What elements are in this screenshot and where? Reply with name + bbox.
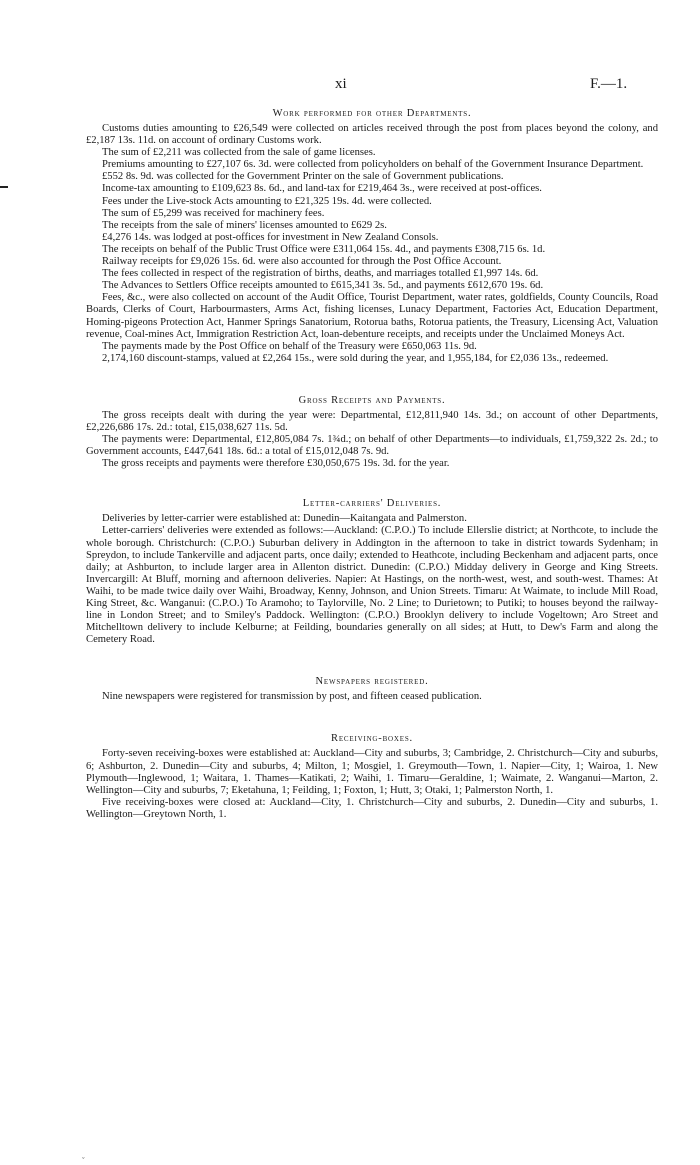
paragraph: Income-tax amounting to £109,623 8s. 6d., and land-tax for £219,464 3s., were received at post-offices. bbox=[102, 183, 542, 195]
paragraph: Nine newspapers were registered for transmission by post, and fifteen ceased publication. bbox=[102, 691, 482, 703]
page-header bbox=[0, 76, 700, 96]
paragraph: The receipts on behalf of the Public Trust Office were £311,064 15s. 4d., and payments £308,715 6s. 1d. bbox=[102, 243, 546, 255]
paragraph: The payments made by the Post Office on behalf of the Treasury were £650,063 11s. 9d. bbox=[102, 340, 477, 352]
paragraph: The Advances to Settlers Office receipts amounted to £615,341 3s. 5d., and payments £612,670 19s. 6d. bbox=[102, 280, 544, 292]
paragraph: The receipts from the sale of miners' licenses amounted to £629 2s. bbox=[102, 219, 387, 231]
footer-mark: ˇ bbox=[82, 1156, 85, 1165]
section-letter-carriers bbox=[86, 498, 658, 646]
paragraph: The payments were: Departmental, £12,805,084 7s. 1¾d.; on behalf of other Departments—to individuals, £1,759,322 2s. 2d.; to Government accounts, £447,641 18s. 6d.: a total of £15,012,048 7s. 9d. bbox=[86, 434, 658, 458]
section-newspapers bbox=[86, 676, 658, 703]
paragraph: Letter-carriers' deliveries were extended as follows:—Auckland: (C.P.O.) To include Ellerslie district; at Northcote, to include the whole borough. Christchurch: (C.P.O.) Suburban delivery in Addington in the afternoon to take in district towards Sydenham; in Spreydon, to include Tankerville and adjacent parts, once daily; extended to Heathcote, including Beckenham and adjacent parts, once daily; at Ashburton, to include larger area in Allenton district. Dunedin: (C.P.O.) Midday delivery in George and King Streets. Invercargill: At Bluff, morning and afternoon deliveries. Napier: At Hastings, on the north-west, west, and south-west. Thames: At Waihi, to be made twice daily over Waihi, Broadway, Kenny, Johnson, and Union Streets. Timaru: At Waimate, to include Mill Road, King Street, &c. Wanganui: (C.P.O.) To Aramoho; to Taylorville, No. 2 Line; to Durietown; to Putiki; to houses beyond the railway-line in London Street; and to Smiley's Paddock. Wellington: (C.P.O.) Brooklyn delivery to include Vogeltown; Aro Street and Mitchelltown delivery to include Kelburne; at Feilding, boundaries generally on all sides; at Hutt, to Dew's Farm and along the Cemetery Road. bbox=[86, 525, 658, 646]
section-heading: Newspapers registered. bbox=[315, 676, 429, 688]
paragraph: Forty-seven receiving-boxes were established at: Auckland—City and suburbs, 3; Cambridge, 2. Christchurch—City and suburbs, 6; Ashburton, 2. Dunedin—City and suburbs, 4; Milton, 1; Mosgiel, 1. Greymouth—Town, 1. Napier—City, 1; Wairoa, 1. New Plymouth—Inglewood, 1; Waitara, 1. Thames—Katikati, 2; Waihi, 1. Timaru—Geraldine, 1; Waimate, 2. Wanganui—Marton, 2. Wellington—City and suburbs, 7; Eketahuna, 1; Feilding, 1; Foxton, 1; Hutt, 3; Otaki, 1; Palmerston North, 1. bbox=[86, 748, 658, 796]
paragraph: Railway receipts for £9,026 15s. 6d. were also accounted for through the Post Office Account. bbox=[102, 256, 502, 268]
section-heading: Receiving-boxes. bbox=[331, 733, 413, 745]
paragraph: The fees collected in respect of the registration of births, deaths, and marriages totalled £1,997 14s. 6d. bbox=[102, 268, 539, 280]
section-heading: Letter-carriers' Deliveries. bbox=[302, 498, 442, 510]
paragraph: The gross receipts and payments were therefore £30,050,675 19s. 3d. for the year. bbox=[102, 458, 450, 470]
document-reference: F.—1. bbox=[590, 76, 628, 92]
paragraph: 2,174,160 discount-stamps, valued at £2,264 15s., were sold during the year, and 1,955,184, for £2,036 13s., redeemed. bbox=[102, 352, 609, 364]
paragraph: Deliveries by letter-carrier were established at: Dunedin—Kaitangata and Palmerston. bbox=[102, 513, 467, 525]
paragraph: The sum of £5,299 was received for machinery fees. bbox=[102, 207, 325, 219]
page-number: xi bbox=[335, 76, 347, 92]
paragraph: Premiums amounting to £27,107 6s. 3d. were collected from policyholders on behalf of the Government Insurance Department. bbox=[102, 159, 644, 171]
paragraph: The gross receipts dealt with during the year were: Departmental, £12,811,940 14s. 3d.; on account of other Departments, £2,226,686 17s. 2d.: total, £15,038,627 11s. 5d. bbox=[86, 409, 658, 433]
section-heading: Gross Receipts and Payments. bbox=[298, 394, 446, 406]
paragraph: Fees under the Live-stock Acts amounting to £21,325 19s. 4d. were collected. bbox=[102, 195, 432, 207]
section-receiving-boxes bbox=[86, 733, 658, 821]
section-work-other-departments bbox=[86, 108, 658, 365]
paragraph: £4,276 14s. was lodged at post-offices for investment in New Zealand Consols. bbox=[102, 231, 439, 243]
paragraph: Customs duties amounting to £26,549 were collected on articles received through the post from places beyond the colony, and £2,187 13s. 11d. on account of ordinary Customs work. bbox=[86, 123, 658, 147]
paragraph: Fees, &c., were also collected on account of the Audit Office, Tourist Department, water rates, goldfields, County Councils, Road Boards, Clerks of Court, Harbourmasters, Arms Act, fishing licenses, Lunacy Department, Factories Act, Education Department, Homing-pigeons Protection Act, Hanmer Springs Sanatorium, Rotorua baths, Rotorua patients, the Treasury, Licensing Act, Valuation revenue, Coal-mines Act, Immigration Restriction Act, loan-debenture receipts, and receipts under the Unclaimed Moneys Act. bbox=[86, 292, 658, 340]
section-gross-receipts bbox=[86, 395, 658, 470]
margin-mark bbox=[0, 186, 8, 188]
paragraph: The sum of £2,211 was collected from the sale of game licenses. bbox=[102, 147, 376, 159]
page-body bbox=[86, 108, 658, 843]
section-heading: Work performed for other Departments. bbox=[272, 108, 472, 119]
paragraph: Five receiving-boxes were closed at: Auckland—City, 1. Christchurch—City and suburbs, 2. Dunedin—City and suburbs, 1. Wellington—Greytown North, 1. bbox=[86, 796, 658, 820]
paragraph: £552 8s. 9d. was collected for the Government Printer on the sale of Government publications. bbox=[102, 171, 504, 183]
